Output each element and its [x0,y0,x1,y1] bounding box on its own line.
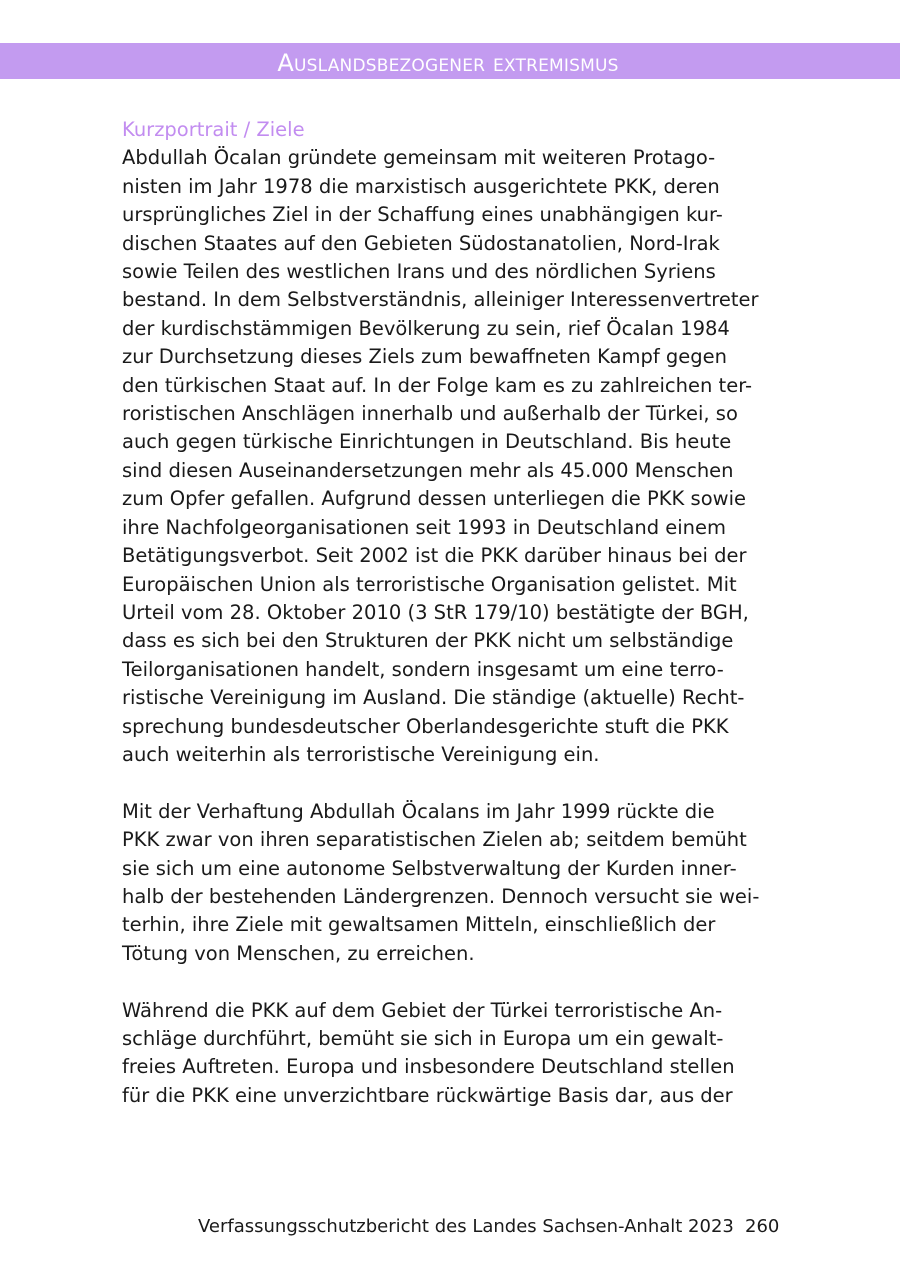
paragraph-line: der kurdischstämmigen Bevölkerung zu sein, rief Öcalan 1984 [122,316,730,340]
paragraph-line: für die PKK eine unverzichtbare rückwärtige Basis dar, aus der [122,1083,733,1107]
paragraph-line: Abdullah Öcalan gründete gemeinsam mit weiteren Protago- [122,146,716,170]
paragraph-line: nisten im Jahr 1978 die marxistisch ausgerichtete PKK, deren [122,174,720,198]
paragraph-line: freies Auftreten. Europa und insbesondere Deutschland stellen [122,1055,735,1079]
paragraph-line: auch gegen türkische Einrichtungen in Deutschland. Bis heute [122,430,732,454]
page-number: 260 [745,1216,780,1237]
paragraph-line: Teilorganisationen handelt, sondern insgesamt um eine terro- [122,657,724,681]
paragraph-line: Europäischen Union als terroristische Organisation gelistet. Mit [122,572,737,596]
paragraph-line: auch weiterhin als terroristische Vereinigung ein. [122,742,600,766]
paragraph-line: halb der bestehenden Ländergrenzen. Dennoch versucht sie wei- [122,884,760,908]
paragraph-line: Urteil vom 28. Oktober 2010 (3 StR 179/10) bestätigte der BGH, [122,600,749,624]
paragraph-line: ihre Nachfolgeorganisationen seit 1993 in Deutschland einem [122,515,727,539]
paragraph-line: PKK zwar von ihren separatistischen Zielen ab; seitdem bemüht [122,828,747,852]
section-heading: Kurzportrait / Ziele [122,118,305,141]
body-paragraph [122,798,792,968]
paragraph-line: Während die PKK auf dem Gebiet der Türkei terroristische An- [122,998,723,1022]
chapter-title: Auslandsbezogener extremismus [277,49,619,77]
footer-report-title: Verfassungsschutzbericht des Landes Sachsen-Anhalt 2023 [198,1216,734,1237]
paragraph-line: terhin, ihre Ziele mit gewaltsamen Mitteln, einschließlich der [122,913,716,937]
paragraph-list [122,144,792,1110]
chapter-header-bar [0,43,900,79]
paragraph-line: ursprüngliches Ziel in der Schaffung eines unabhängigen kur- [122,203,723,227]
paragraph-line: sind diesen Auseinandersetzungen mehr als 45.000 Menschen [122,458,734,482]
body-paragraph [122,144,792,769]
paragraph-line: zum Opfer gefallen. Aufgrund dessen unterliegen die PKK sowie [122,487,746,511]
paragraph-line: sprechung bundesdeutscher Oberlandesgerichte stuft die PKK [122,714,729,738]
paragraph-line: zur Durchsetzung dieses Ziels zum bewaffneten Kampf gegen [122,345,728,369]
paragraph-line: sie sich um eine autonome Selbstverwaltung der Kurden inner- [122,856,737,880]
paragraph-line: bestand. In dem Selbstverständnis, alleiniger Interessenvertreter [122,288,759,312]
paragraph-line: sowie Teilen des westlichen Irans und des nördlichen Syriens [122,260,716,284]
paragraph-line: Tötung von Menschen, zu erreichen. [122,941,475,965]
paragraph-line: dischen Staates auf den Gebieten Südostanatolien, Nord-Irak [122,231,720,255]
paragraph-line: Mit der Verhaftung Abdullah Öcalans im Jahr 1999 rückte die [122,799,715,823]
main-content [122,116,792,1110]
paragraph-line: den türkischen Staat auf. In der Folge kam es zu zahlreichen ter- [122,373,753,397]
paragraph-line: ristische Vereinigung im Ausland. Die ständige (aktuelle) Recht- [122,686,745,710]
paragraph-line: schläge durchführt, bemüht sie sich in Europa um ein gewalt- [122,1026,724,1050]
paragraph-line: Betätigungsverbot. Seit 2002 ist die PKK darüber hinaus bei der [122,544,747,568]
paragraph-line: roristischen Anschlägen innerhalb und außerhalb der Türkei, so [122,402,738,426]
body-paragraph [122,997,792,1111]
paragraph-line: dass es sich bei den Strukturen der PKK nicht um selbständige [122,629,734,653]
